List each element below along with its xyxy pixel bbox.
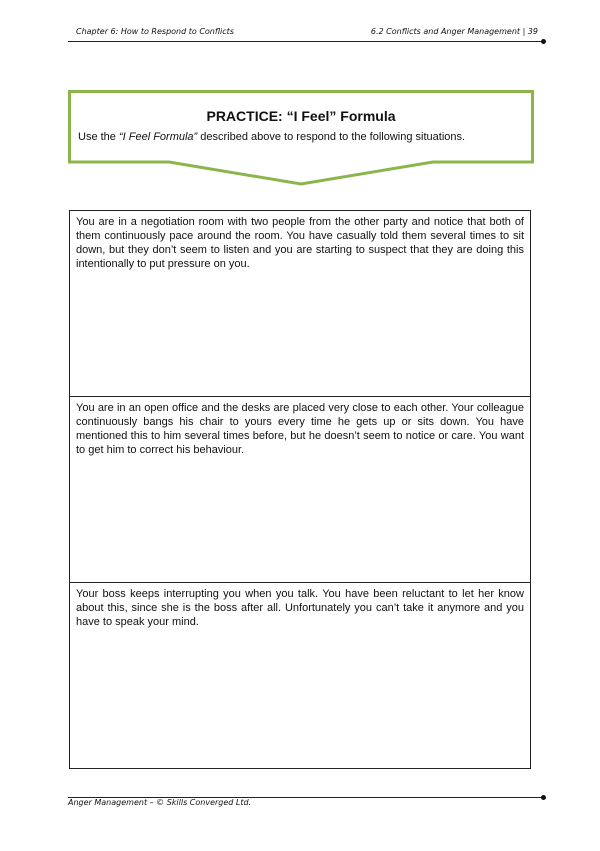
practice-intro-before: Use the	[78, 131, 119, 143]
scenario-cell-2: You are in an open office and the desks are placed very close to each other. Your colleague continuously bangs his chair to yours every time he gets up or sits down. You have mentioned this to him several times before, but he doesn’t seem to notice or care. You want to get him to correct his behaviour.	[70, 397, 530, 583]
header-rule-dot	[541, 39, 546, 44]
practice-intro-after: described above to respond to the following situations.	[197, 131, 466, 143]
chapter-title: Chapter 6: How to Respond to Conflicts	[76, 27, 234, 36]
practice-intro-formula-name: “I Feel Formula”	[118, 131, 198, 143]
footer-rule-dot	[541, 795, 546, 800]
scenario-cell-3: Your boss keeps interrupting you when you talk. You have been reluctant to let her know about this, since she is the boss after all. Unfortunately you can’t take it anymore and you have to speak your mind.	[76, 588, 524, 628]
practice-instructions	[78, 130, 524, 144]
header-rule	[68, 41, 544, 42]
scenario-cell-1: You are in a negotiation room with two people from the other party and notice that both of them continuously pace around the room. You have casually told them several times to sit down, but they don’t seem to listen and you are starting to suspect that they are doing this intentionally to put pressure on you.	[70, 211, 530, 397]
scenario-table	[69, 210, 531, 769]
section-page-number: 6.2 Conflicts and Anger Management | 39	[370, 27, 538, 36]
footer-copyright: Anger Management – © Skills Converged Ltd.	[68, 798, 252, 807]
practice-title: PRACTICE: “I Feel” Formula	[206, 108, 396, 124]
